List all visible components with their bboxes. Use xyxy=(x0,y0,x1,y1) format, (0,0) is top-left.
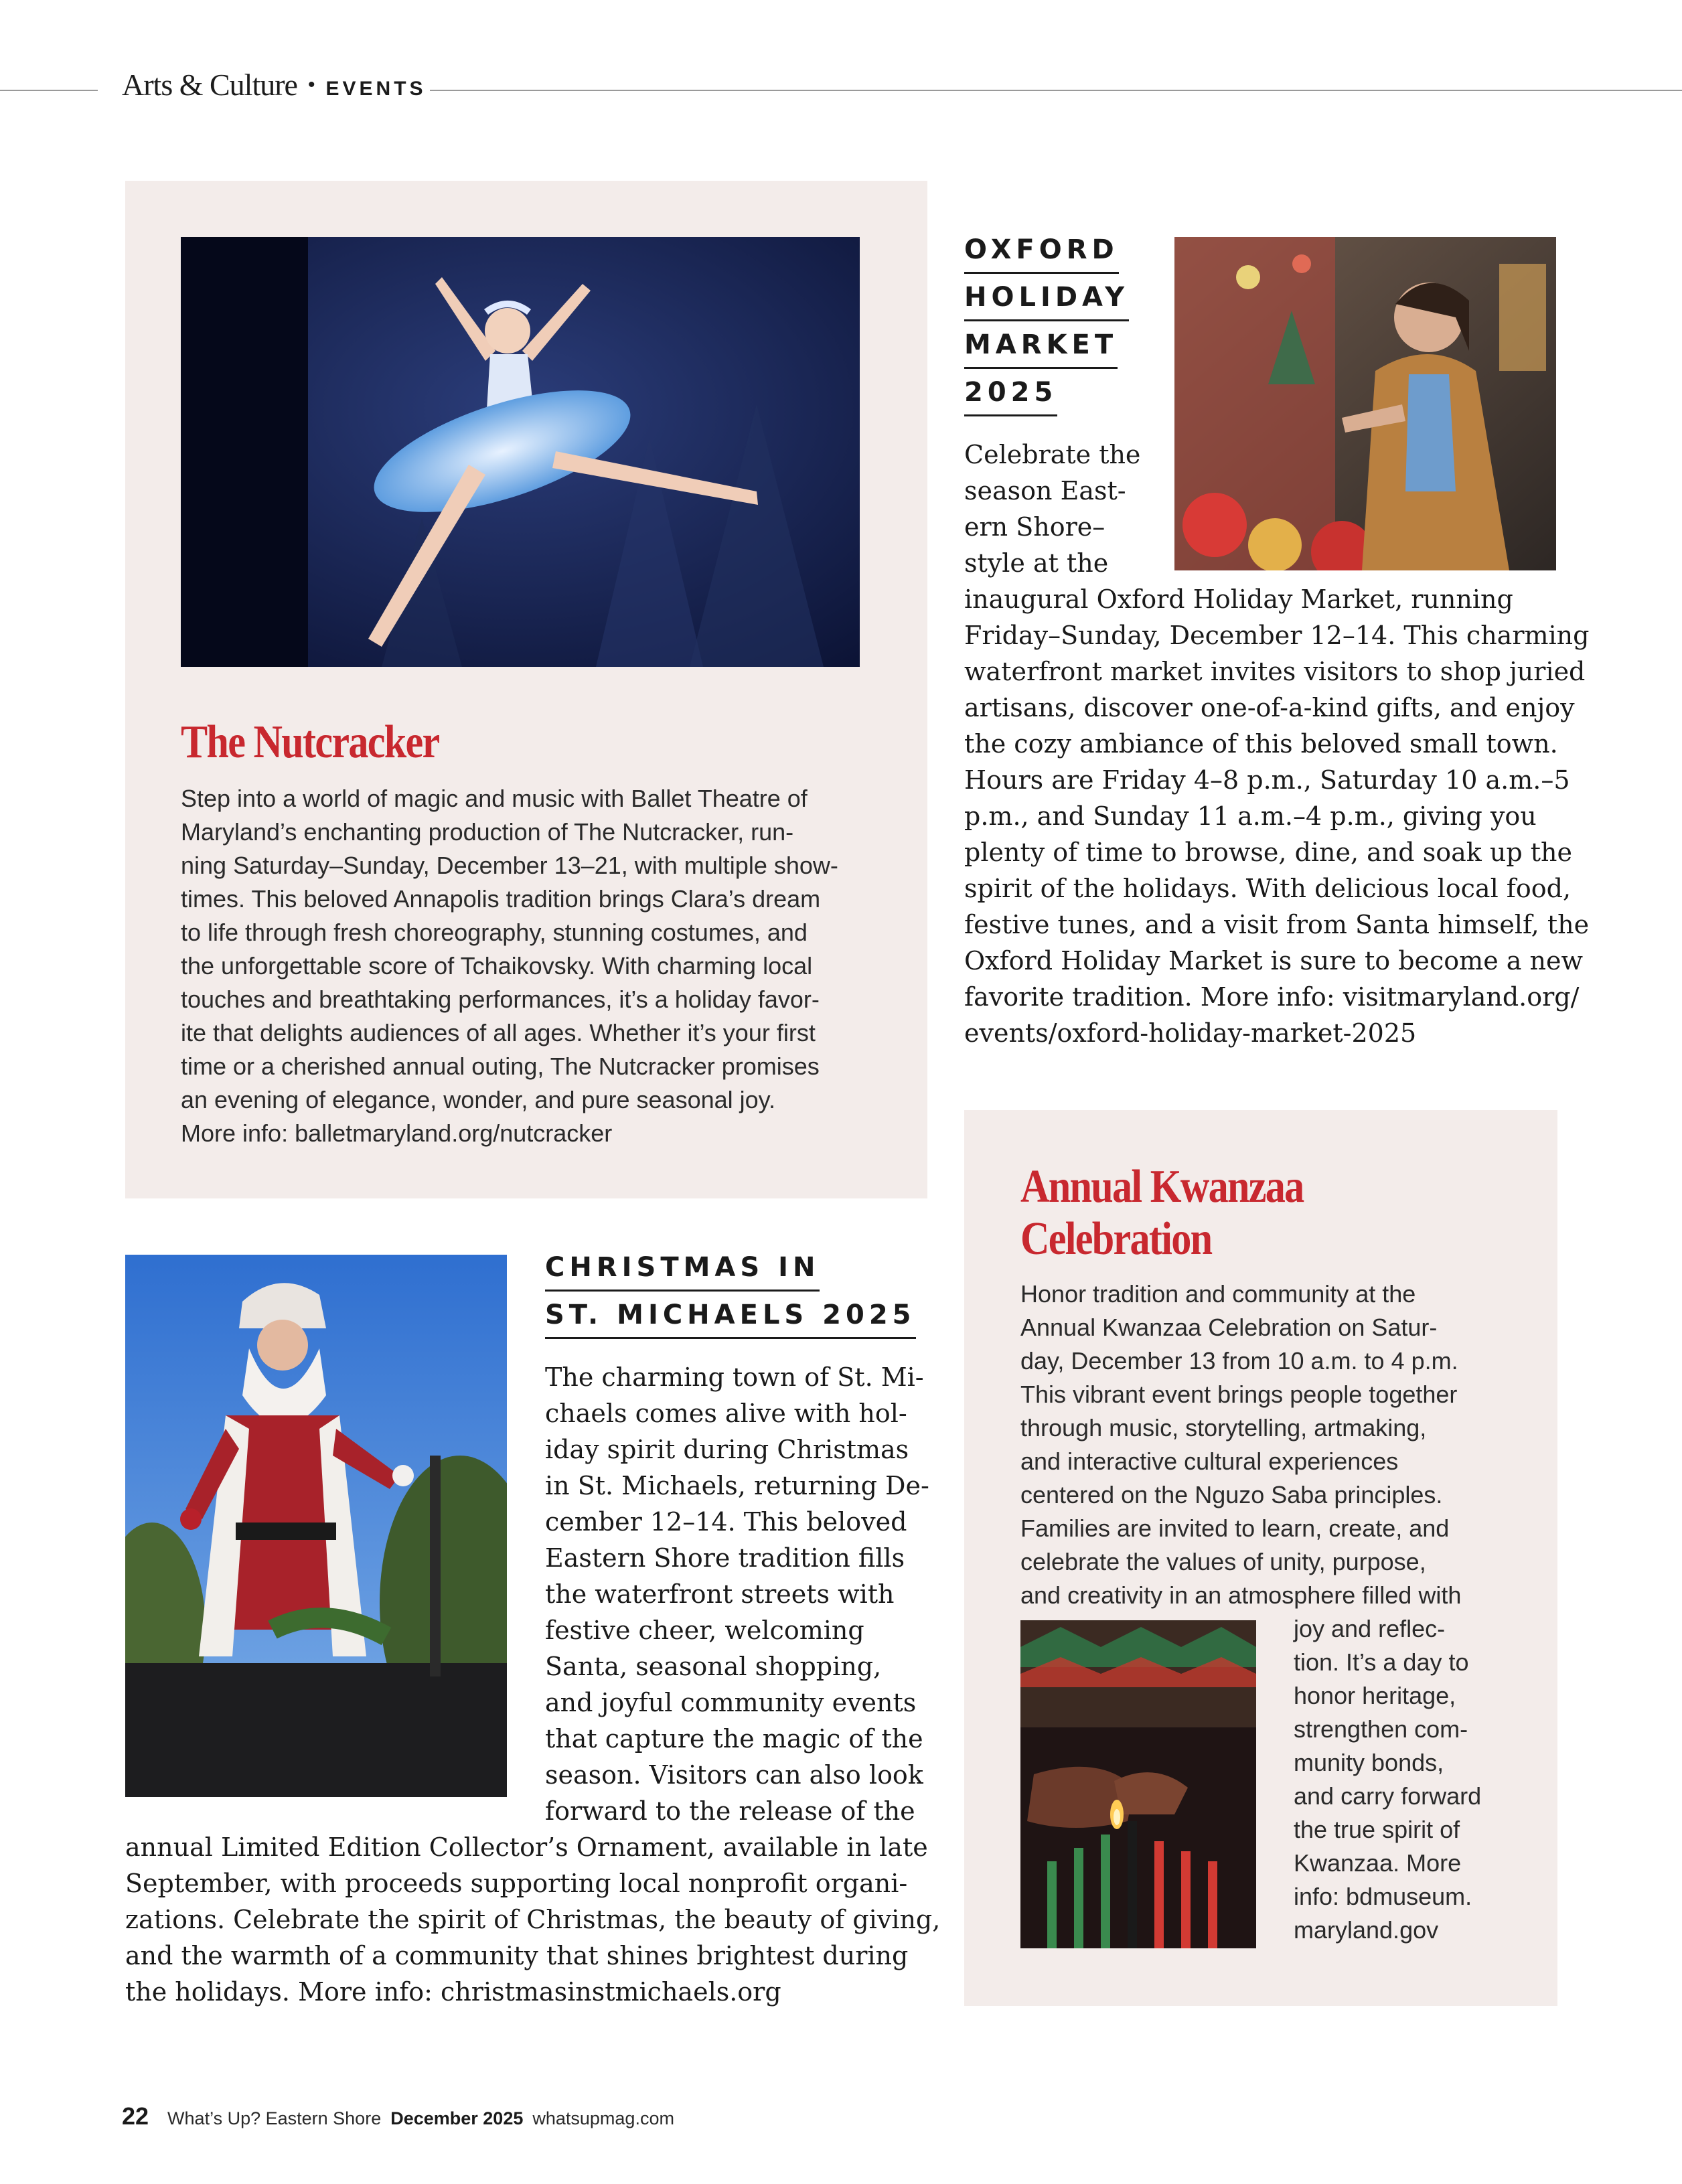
text-line: time or a cherished annual outing, The Nutcracker promises xyxy=(181,1052,820,1080)
text-line: the waterfront streets with xyxy=(545,1579,895,1609)
text-line: strengthen com- xyxy=(1294,1715,1468,1743)
issue-date: December 2025 xyxy=(390,2108,524,2128)
text-line: and creativity in an atmosphere filled with xyxy=(1020,1581,1462,1609)
michaels-body-wide xyxy=(125,1829,942,2010)
kwanzaa-body-narrow xyxy=(1294,1612,1548,1947)
text-line: centered on the Nguzo Saba principles. xyxy=(1020,1481,1443,1508)
text-line: tion. It’s a day to xyxy=(1294,1648,1469,1676)
text-line: honor heritage, xyxy=(1294,1682,1456,1709)
text-line: The charming town of St. Mi- xyxy=(545,1362,924,1392)
text-line: Hours are Friday 4–8 p.m., Saturday 10 a.m.–5 xyxy=(964,765,1570,795)
text-line: iday spirit during Christmas xyxy=(545,1435,909,1464)
text-line: the unforgettable score of Tchaikovsky. With charming local xyxy=(181,952,813,980)
heading-line: 2025 xyxy=(964,377,1057,416)
section-name: Arts & Culture xyxy=(122,68,297,102)
text-line: waterfront market invites visitors to shop juried xyxy=(964,657,1586,686)
magazine-name: What’s Up? Eastern Shore xyxy=(167,2108,382,2128)
text-line: Honor tradition and community at the xyxy=(1020,1280,1416,1308)
text-line: munity bonds, xyxy=(1294,1749,1444,1776)
header-rule-left xyxy=(0,90,98,91)
text-line: Celebrate the xyxy=(964,440,1141,469)
text-line: Maryland’s enchanting production of The Nutcracker, run- xyxy=(181,818,794,846)
text-line: artisans, discover one-of-a-kind gifts, and enjoy xyxy=(964,693,1575,722)
text-line: Santa, seasonal shopping, xyxy=(545,1652,882,1681)
kinara-candles-photo xyxy=(1020,1620,1256,1948)
text-line: Families are invited to learn, create, and xyxy=(1020,1514,1450,1542)
text-line: September, with proceeds supporting local nonprofit organi- xyxy=(125,1869,908,1898)
heading-line: ST. MICHAELS 2025 xyxy=(545,1300,916,1339)
text-line: cember 12–14. This beloved xyxy=(545,1507,907,1537)
heading-line: OXFORD xyxy=(964,234,1119,274)
section-kicker: EVENTS xyxy=(325,78,427,100)
market-shopper-photo xyxy=(1174,237,1556,570)
text-line: spirit of the holidays. With delicious local food, xyxy=(964,874,1572,903)
text-line: info: bdmuseum. xyxy=(1294,1883,1472,1910)
text-line: plenty of time to browse, dine, and soak up the xyxy=(964,838,1572,867)
oxford-body-narrow xyxy=(964,437,1165,581)
heading-line: CHRISTMAS IN xyxy=(545,1252,820,1292)
text-line: Annual Kwanzaa Celebration on Satur- xyxy=(1020,1314,1438,1341)
text-line: touches and breathtaking performances, it’s a holiday favor- xyxy=(181,986,820,1013)
page-number: 22 xyxy=(122,2102,149,2130)
text-line: an evening of elegance, wonder, and pure seasonal joy. xyxy=(181,1086,775,1113)
text-line: ite that delights audiences of all ages. Whether it’s your first xyxy=(181,1019,816,1046)
text-line: and interactive cultural experiences xyxy=(1020,1448,1399,1475)
kwanzaa-title xyxy=(1020,1161,1304,1265)
text-line: ning Saturday–Sunday, December 13–21, with multiple show- xyxy=(181,852,838,879)
text-line: favorite tradition. More info: visitmaryland.org/ xyxy=(964,982,1580,1012)
michaels-body-narrow xyxy=(545,1359,929,1829)
text-line: times. This beloved Annapolis tradition brings Clara’s dream xyxy=(181,885,821,913)
running-header xyxy=(122,67,427,102)
text-line: annual Limited Edition Collector’s Ornament, available in late xyxy=(125,1832,928,1862)
text-line: Kwanzaa. More xyxy=(1294,1849,1462,1877)
text-line: and joyful community events xyxy=(545,1688,917,1717)
heading-line: HOLIDAY xyxy=(964,282,1129,321)
text-line: More info: balletmaryland.org/nutcracker xyxy=(181,1119,613,1147)
text-line: the cozy ambiance of this beloved small town. xyxy=(964,729,1558,759)
text-line: day, December 13 from 10 a.m. to 4 p.m. xyxy=(1020,1347,1458,1375)
santa-photo xyxy=(125,1255,507,1797)
text-line: to life through fresh choreography, stunning costumes, and xyxy=(181,919,808,946)
oxford-body-wide xyxy=(964,581,1590,1051)
title-line: Celebration xyxy=(1020,1213,1212,1265)
nutcracker-title: The Nutcracker xyxy=(181,716,439,768)
text-line: season East- xyxy=(964,476,1126,505)
text-line: through music, storytelling, artmaking, xyxy=(1020,1414,1427,1441)
text-line: Step into a world of magic and music with Ballet Theatre of xyxy=(181,785,808,812)
text-line: season. Visitors can also look xyxy=(545,1760,923,1790)
kwanzaa-body-wide xyxy=(1020,1277,1549,1612)
text-line: p.m., and Sunday 11 a.m.–4 p.m., giving you xyxy=(964,801,1537,831)
text-line: in St. Michaels, returning De- xyxy=(545,1471,929,1500)
heading-line: MARKET xyxy=(964,329,1118,369)
text-line: This vibrant event brings people together xyxy=(1020,1381,1458,1408)
text-line: style at the xyxy=(964,548,1109,578)
text-line: inaugural Oxford Holiday Market, running xyxy=(964,584,1513,614)
text-line: and the warmth of a community that shines brightest during xyxy=(125,1941,909,1970)
text-line: ern Shore– xyxy=(964,512,1105,542)
header-separator: • xyxy=(307,74,315,96)
text-line: maryland.gov xyxy=(1294,1916,1439,1944)
title-line: Annual Kwanzaa xyxy=(1020,1161,1304,1213)
nutcracker-body xyxy=(181,782,891,1150)
text-line: and carry forward xyxy=(1294,1782,1482,1810)
text-line: events/oxford-holiday-market-2025 xyxy=(964,1018,1417,1048)
text-line: celebrate the values of unity, purpose, xyxy=(1020,1548,1426,1575)
header-rule-right xyxy=(430,90,1682,91)
text-line: festive cheer, welcoming xyxy=(545,1616,864,1645)
text-line: the holidays. More info: christmasinstmichaels.org xyxy=(125,1977,781,2007)
text-line: Friday–Sunday, December 12–14. This charming xyxy=(964,621,1590,650)
text-line: joy and reflec- xyxy=(1294,1615,1446,1642)
ballerina-photo xyxy=(181,237,860,667)
text-line: chaels comes alive with hol- xyxy=(545,1399,907,1428)
website: whatsupmag.com xyxy=(532,2108,674,2128)
text-line: zations. Celebrate the spirit of Christmas, the beauty of giving, xyxy=(125,1905,941,1934)
page-footer xyxy=(122,2102,674,2130)
text-line: forward to the release of the xyxy=(545,1796,915,1826)
text-line: Eastern Shore tradition fills xyxy=(545,1543,905,1573)
text-line: the true spirit of xyxy=(1294,1816,1460,1843)
text-line: Oxford Holiday Market is sure to become a new xyxy=(964,946,1584,976)
text-line: festive tunes, and a visit from Santa himself, the xyxy=(964,910,1590,939)
text-line: that capture the magic of the xyxy=(545,1724,923,1753)
